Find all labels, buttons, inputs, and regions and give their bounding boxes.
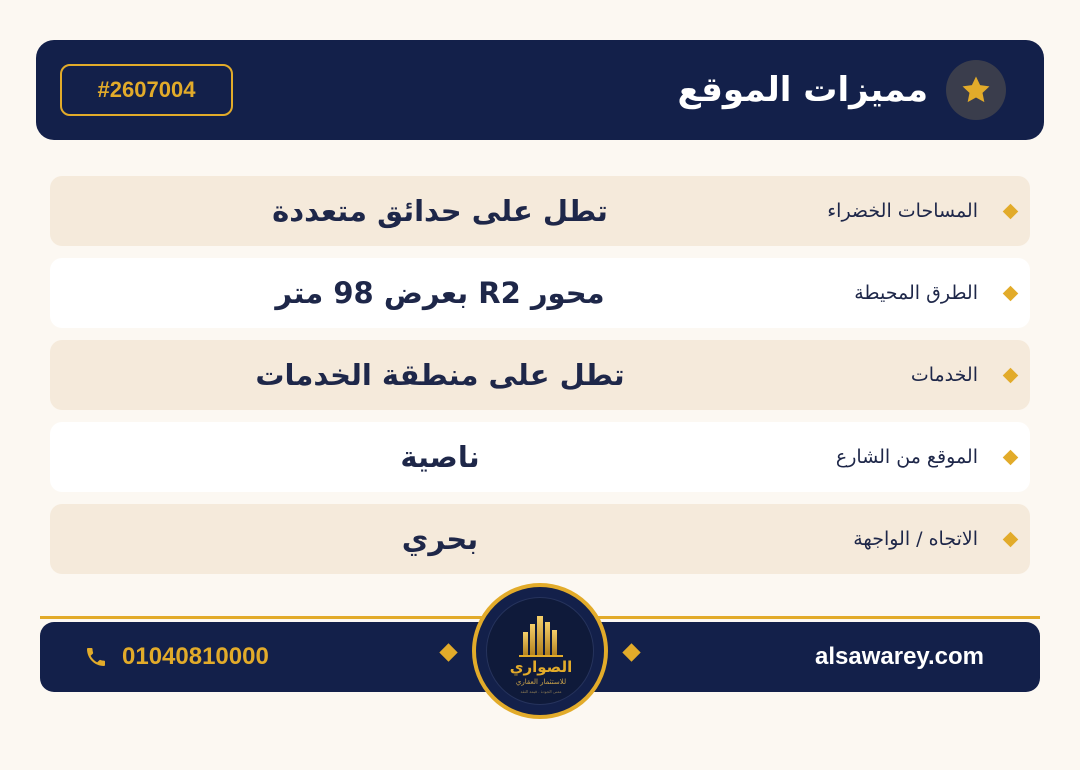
page-title: مميزات الموقع: [677, 70, 928, 110]
logo-name: الصواري: [509, 658, 573, 676]
feature-row-services: [50, 340, 1030, 410]
logo-tagline: معنى الجودة . قيمة الثقة: [520, 689, 562, 694]
phone-icon: [84, 645, 108, 669]
diamond-bullet-icon: [1003, 286, 1019, 302]
feature-value: بحري: [401, 522, 479, 556]
diamond-bullet-icon: [1003, 368, 1019, 384]
diamond-bullet-icon: [1003, 450, 1019, 466]
feature-label: الاتجاه / الواجهة: [853, 528, 978, 550]
feature-label: الخدمات: [910, 364, 978, 386]
star-badge: [946, 60, 1006, 120]
feature-row-orientation: [50, 504, 1030, 574]
diamond-bullet-icon: [1003, 204, 1019, 220]
feature-label: المساحات الخضراء: [827, 200, 978, 222]
phone-contact[interactable]: [84, 622, 269, 692]
feature-row-street-position: [50, 422, 1030, 492]
logo-emblem: [486, 597, 594, 705]
feature-row-surrounding-roads: [50, 258, 1030, 328]
website-link[interactable]: alsawarey.com: [815, 643, 984, 670]
feature-value: تطل على حدائق متعددة: [272, 194, 608, 228]
logo-subtitle: للاستثمار العقاري: [515, 678, 567, 686]
phone-number: 01040810000: [122, 643, 269, 670]
diamond-bullet-icon: [1003, 532, 1019, 548]
feature-value: محور R2 بعرض 98 متر: [275, 276, 605, 310]
reference-badge: #2607004: [60, 64, 233, 116]
feature-value: تطل على منطقة الخدمات: [255, 358, 625, 392]
star-icon: [959, 73, 993, 107]
feature-label: الموقع من الشارع: [835, 446, 978, 468]
feature-value: ناصية: [400, 440, 480, 474]
header-banner: [36, 40, 1044, 140]
buildings-icon: [487, 598, 594, 660]
company-logo: [472, 583, 608, 719]
feature-label: الطرق المحيطة: [854, 282, 978, 304]
feature-row-green-spaces: [50, 176, 1030, 246]
